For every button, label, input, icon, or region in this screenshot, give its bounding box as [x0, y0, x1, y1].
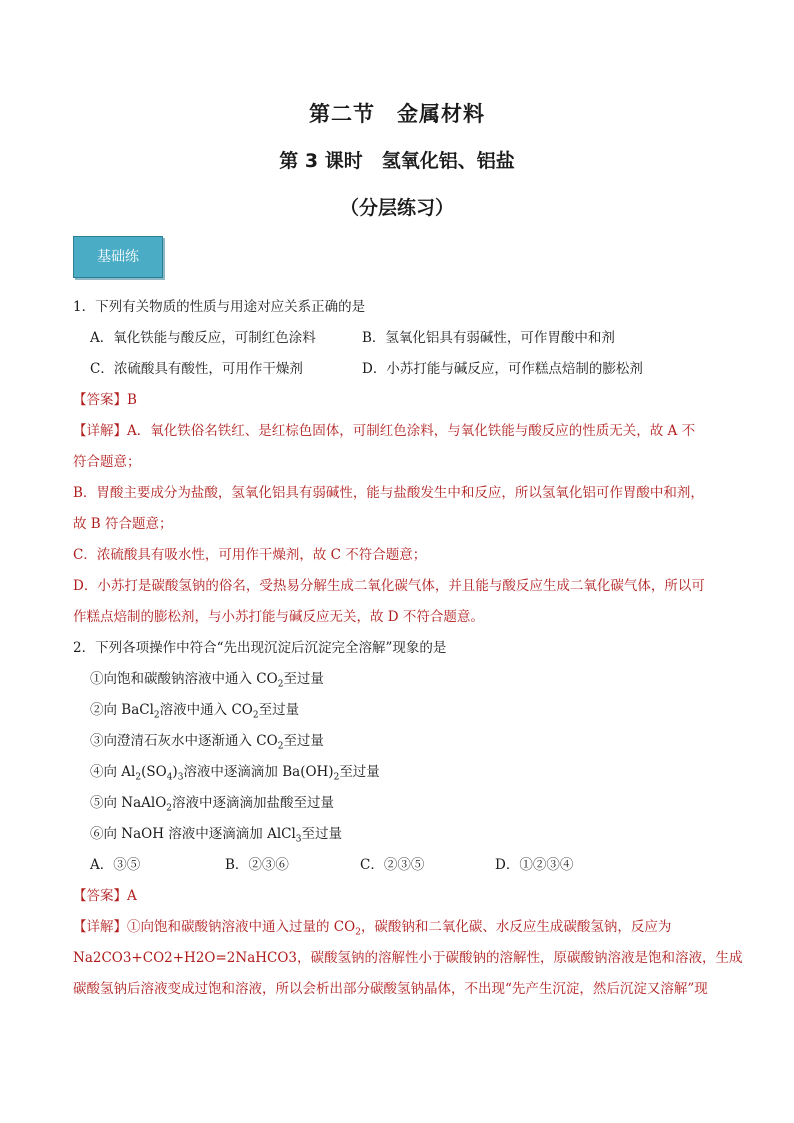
q1-option-a: A．氧化铁能与酸反应，可制红色涂料 — [90, 330, 316, 346]
q1-option-d: D．小苏打能与碱反应，可作糕点焙制的膨松剂 — [362, 361, 643, 377]
q2-item-3: ③向澄清石灰水中逐渐通入 $CO_2$至过量 — [90, 733, 324, 752]
explain-label: 【详解】 — [73, 423, 127, 439]
q1-explain-b1: B．胃酸主要成分为盐酸，氢氧化铝具有弱碱性，能与盐酸发生中和反应，所以氢氧化铝可作胃酸中和剂， — [73, 485, 704, 501]
q1-options-row1 — [73, 323, 733, 354]
q1-explain-a1 — [73, 416, 733, 447]
q2-option-a: A．③⑤ — [90, 857, 141, 873]
q2-item-5: ⑤向 NaAlO$_2$溶液中逐滴滴加盐酸至过量 — [90, 795, 335, 814]
answer-label: 【答案】 — [73, 888, 127, 904]
q1-answer — [73, 385, 733, 416]
q2-stem: 2．下列各项操作中符合“先出现沉淀后沉淀完全溶解”现象的是 — [73, 640, 447, 656]
answer-label: 【答案】 — [73, 392, 127, 408]
q2-explain-1: 【详解】①向饱和碳酸钠溶液中通入过量的 $CO_2$，碳酸钠和二氧化碳、水反应生成碳酸氢钠，反应为 — [73, 919, 672, 938]
q1-answer-value: B — [127, 392, 137, 408]
q1-explain-a-text: A．氧化铁俗名铁红、是红棕色固体，可制红色涂料，与氧化铁能与酸反应的性质无关，故 A 不 — [127, 423, 696, 439]
q1-options-row2 — [73, 354, 733, 385]
q1-explain-d1: D．小苏打是碳酸氢钠的俗名，受热易分解生成二氧化碳气体，并且能与酸反应生成二氧化碳气体，所以可 — [73, 578, 705, 594]
q2-option-c: C．②③⑤ — [360, 857, 425, 873]
q1-explain-d2: 作糕点焙制的膨松剂，与小苏打能与碱反应无关，故 D 不符合题意。 — [73, 609, 484, 625]
q1-explain-b2: 故 B 符合题意； — [73, 516, 173, 532]
q2-explain-2: Na2CO3+CO2+H2O=2NaHCO3，碳酸氢钠的溶解性小于碳酸钠的溶解性，原碳酸钠溶液是饱和溶液，生成 — [73, 950, 743, 966]
section-title: 第二节 金属材料 — [309, 102, 485, 126]
q2-item-4: ④向 $Al_2(SO_4)_3$溶液中逐滴滴加 $Ba(OH)_2$至过量 — [90, 764, 380, 783]
q2-item-1: ①向饱和碳酸钠溶液中通入 $CO_2$至过量 — [90, 671, 324, 690]
q1-stem: 1．下列有关物质的性质与用途对应关系正确的是 — [73, 299, 366, 315]
basic-practice-badge: 基础练 — [73, 236, 163, 278]
q2-option-d: D．①②③④ — [495, 857, 574, 873]
lesson-title: 第 3 课时 氢氧化铝、铝盐 — [279, 150, 515, 172]
q1-option-c: C．浓硫酸具有酸性，可用作干燥剂 — [90, 361, 303, 377]
q2-option-b: B．②③⑥ — [225, 857, 289, 873]
q1-explain-c: C．浓硫酸具有吸水性，可用作干燥剂，故 C 不符合题意； — [73, 547, 427, 563]
q2-answer — [73, 881, 733, 912]
questions-body — [73, 292, 743, 1005]
q2-item-2: ②向 BaCl$_2$溶液中通入 $CO_2$至过量 — [90, 702, 300, 721]
exercise-subtitle: （分层练习） — [339, 197, 454, 219]
q2-item-6: ⑥向 NaOH 溶液中逐滴滴加 AlCl$_3$至过量 — [90, 826, 343, 845]
q1-explain-a2: 符合题意； — [73, 454, 141, 470]
explain-label: 【详解】 — [73, 919, 127, 935]
q2-explain-3: 碳酸氢钠后溶液变成过饱和溶液，所以会析出部分碳酸氢钠晶体，不出现“先产生沉淀，然后沉淀又溶解”现 — [73, 981, 708, 997]
q2-answer-value: A — [127, 888, 137, 904]
q1-option-b: B．氢氧化铝具有弱碱性，可作胃酸中和剂 — [362, 330, 615, 346]
q2-options — [73, 850, 733, 881]
